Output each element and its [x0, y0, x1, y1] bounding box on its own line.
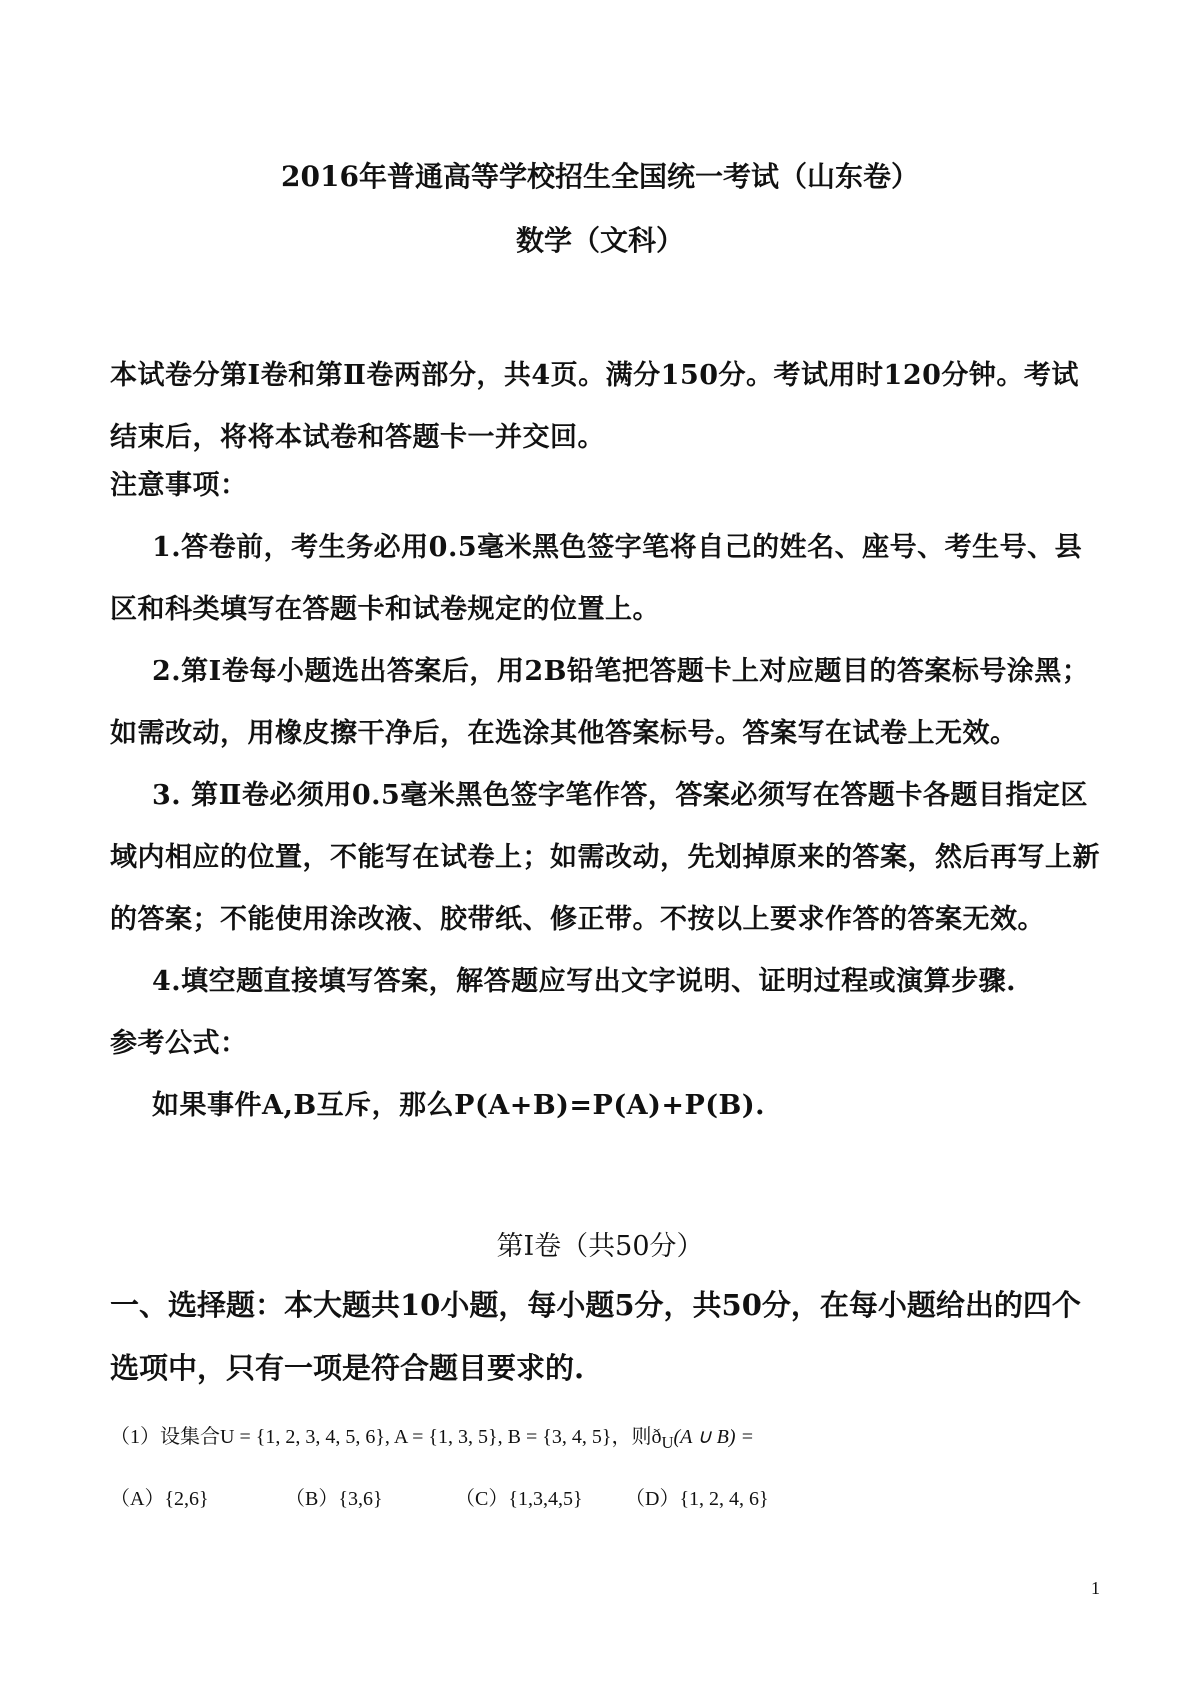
note-item-2: 2.第Ⅰ卷每小题选出答案后，用2B铅笔把答题卡上对应题目的答案标号涂黑；如需改动，用橡皮擦干净后，在选涂其他答案标号。答案写在试卷上无效。: [110, 656, 1090, 749]
exam-title: 2016年普通高等学校招生全国统一考试（山东卷）: [281, 160, 919, 193]
option-b: （B）{3,6}: [285, 1488, 383, 1510]
reference-heading: 参考公式：: [110, 1028, 248, 1059]
complement-subscript: U: [661, 1433, 674, 1452]
exam-subtitle: 数学（文科）: [515, 224, 684, 257]
question-1-text: （1）设集合U = {1, 2, 3, 4, 5, 6}, A = {1, 3, 5}, B = {3, 4, 5}，则ð: [110, 1426, 662, 1448]
section-1-instructions: 一、选择题：本大题共10小题，每小题5分，共50分，在每小题给出的四个选项中，只有一项是符合题目要求的.: [110, 1288, 1081, 1385]
notes-heading: 注意事项：: [110, 470, 248, 501]
option-c: （C）{1,3,4,5}: [455, 1488, 583, 1510]
note-item-4: 4.填空题直接填写答案，解答题应写出文字说明、证明过程或演算步骤.: [152, 966, 1017, 997]
page-number: 1: [1091, 1578, 1100, 1598]
question-1-stem: [110, 1420, 754, 1453]
volume-1-title: 第Ⅰ卷（共50分）: [496, 1231, 704, 1262]
intro-paragraph: 本试卷分第Ⅰ卷和第Ⅱ卷两部分，共4页。满分150分。考试用时120分钟。考试结束后，将将本试卷和答题卡一并交回。: [110, 360, 1079, 453]
note-item-3: 3. 第Ⅱ卷必须用0.5毫米黑色签字笔作答，答案必须写在答题卡各题目指定区域内相应的位置，不能写在试卷上；如需改动，先划掉原来的答案，然后再写上新的答案；不能使用涂改液、胶带纸、修正带。不按以上要求作答的答案无效。: [110, 780, 1100, 935]
note-item-1: 1.答卷前，考生务必用0.5毫米黑色签字笔将自己的姓名、座号、考生号、县区和科类填写在答题卡和试卷规定的位置上。: [110, 532, 1083, 625]
reference-formula: 如果事件A,B互斥，那么P(A+B)=P(A)+P(B).: [152, 1090, 766, 1121]
question-1-expression: (A ∪ B) =: [673, 1426, 755, 1448]
option-a: （A）{2,6}: [110, 1488, 209, 1510]
option-d: （D）{1, 2, 4, 6}: [625, 1488, 769, 1510]
